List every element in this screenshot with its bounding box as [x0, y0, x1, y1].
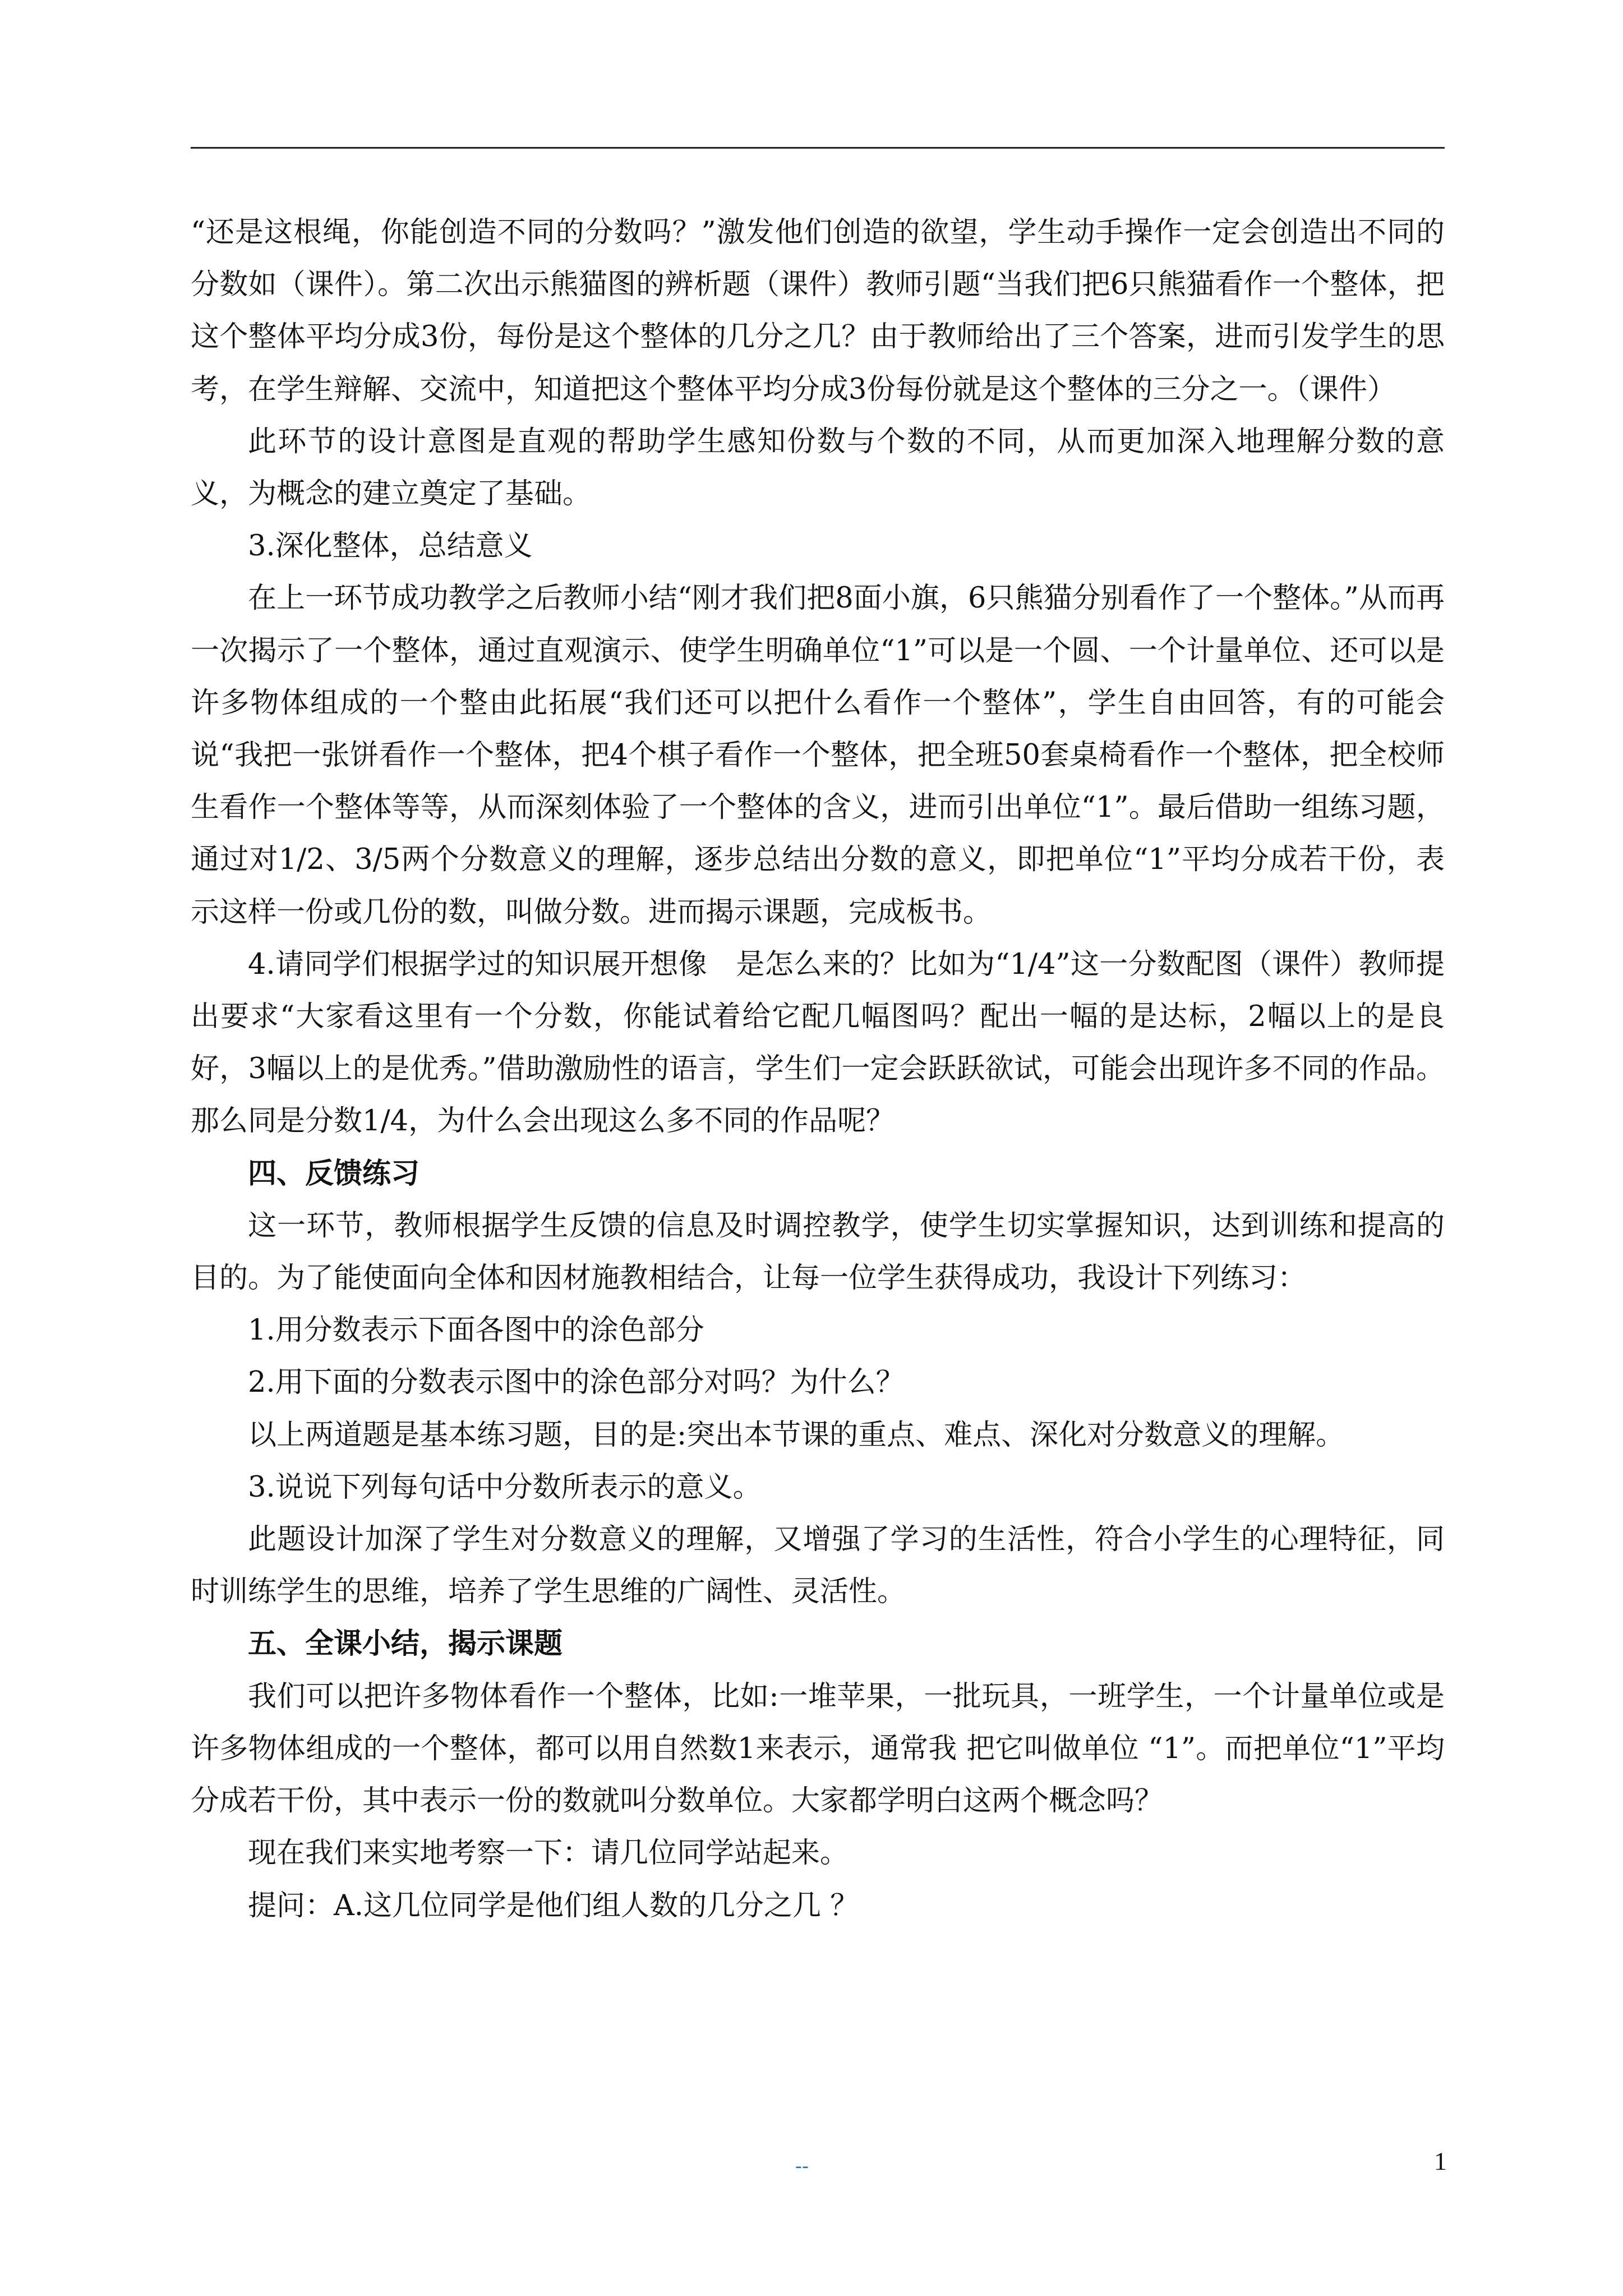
paragraph: 我们可以把许多物体看作一个整体，比如:一堆苹果，一批玩具，一班学生，一个计量单位或是许多物体组成的一个整体，都可以用自然数1来表示，通常我 把它叫做单位 “1”。而把单位“1”平均分成若干份，其中表示一份的数就叫分数单位。大家都学明白这两个概念吗？ — [191, 1680, 1445, 1818]
page-number: 1 — [1434, 2147, 1447, 2175]
paragraph: 以上两道题是基本练习题，目的是:突出本节课的重点、难点、深化对分数意义的理解。 — [248, 1418, 1345, 1452]
section-heading: 四、反馈练习 — [248, 1156, 420, 1190]
paragraph: 3.说说下列每句话中分数所表示的意义。 — [248, 1470, 762, 1504]
paragraph: 提问：A.这几位同学是他们组人数的几分之几 ？ — [248, 1889, 859, 1922]
paragraph: 这一环节，教师根据学生反馈的信息及时调控教学，使学生切实掌握知识，达到训练和提高的目的。为了能使面向全体和因材施教相结合，让每一位学生获得成功，我设计下列练习： — [191, 1209, 1445, 1295]
section-heading: 五、全课小结，揭示课题 — [248, 1627, 563, 1661]
paragraph: 1.用分数表示下面各图中的涂色部分 — [248, 1314, 704, 1347]
document-body — [191, 206, 1445, 1932]
paragraph: 4.请同学们根据学过的知识展开想像 是怎么来的？比如为“1/4”这一分数配图（课件）教师提出要求“大家看这里有一个分数，你能试着给它配几幅图吗？配出一幅的是达标，2幅以上的是良好，3幅以上的是优秀。”借助激励性的语言，学生们一定会跃跃欲试，可能会出现许多不同的作品。那么同是分数1/4，为什么会出现这么多不同的作品呢？ — [191, 947, 1445, 1138]
paragraph: 现在我们来实地考察一下：请几位同学站起来。 — [248, 1837, 849, 1870]
paragraph: 此环节的设计意图是直观的帮助学生感知份数与个数的不同，从而更加深入地理解分数的意义，为概念的建立奠定了基础。 — [191, 425, 1445, 511]
paragraph: 此题设计加深了学生对分数意义的理解，又增强了学习的生活性，符合小学生的心理特征，同时训练学生的思维，培养了学生思维的广阔性、灵活性。 — [191, 1523, 1445, 1609]
paragraph: 2.用下面的分数表示图中的涂色部分对吗？为什么？ — [248, 1366, 905, 1400]
footer-center-mark: -- — [795, 2155, 809, 2178]
paragraph: 3.深化整体，总结意义 — [248, 530, 533, 563]
paragraph: “还是这根绳，你能创造不同的分数吗？”激发他们创造的欲望，学生动手操作一定会创造出不同的分数如（课件）。第二次出示熊猫图的辨析题（课件）教师引题“当我们把6只熊猫看作一个整体，把这个整体平均分成3份，每份是这个整体的几分之几？由于教师给出了三个答案，进而引发学生的思考，在学生辩解、交流中，知道把这个整体平均分成3份每份就是这个整体的三分之一。（课件） — [191, 216, 1445, 406]
header-rule — [191, 147, 1445, 149]
paragraph: 在上一环节成功教学之后教师小结“刚才我们把8面小旗，6只熊猫分别看作了一个整体。”从而再一次揭示了一个整体，通过直观演示、使学生明确单位“1”可以是一个圆、一个计量单位、还可以是许多物体组成的一个整由此拓展“我们还可以把什么看作一个整体”，学生自由回答，有的可能会说“我把一张饼看作一个整体，把4个棋子看作一个整体，把全班50套桌椅看作一个整体，把全校师生看作一个整体等等，从而深刻体验了一个整体的含义，进而引出单位“1”。最后借助一组练习题，通过对1/2、3/5两个分数意义的理解，逐步总结出分数的意义，即把单位“1”平均分成若干份，表示这样一份或几份的数，叫做分数。进而揭示课题，完成板书。 — [191, 582, 1445, 929]
